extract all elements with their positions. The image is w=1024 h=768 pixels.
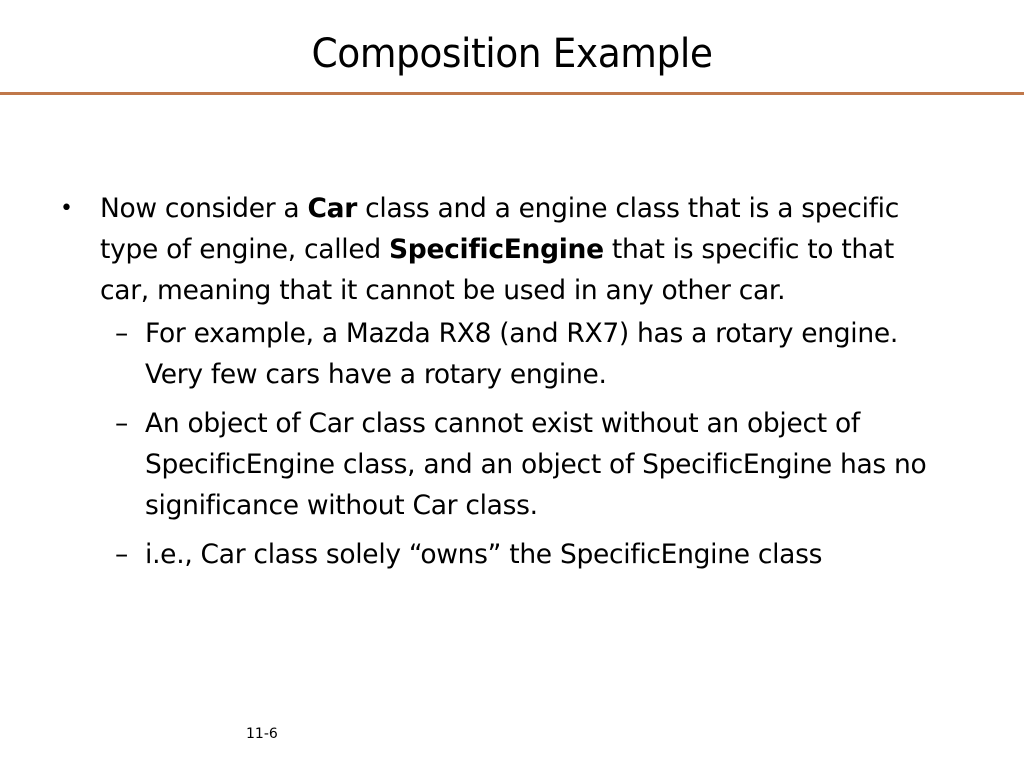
sub-bullet-text: An object of Car class cannot exist without an object of SpecificEngine class, and an object of SpecificEngine has no significance without Car class. [145,408,927,521]
sub-bullet-item [60,403,945,526]
dash-marker: – [115,318,128,349]
bullet-bold-specific-engine: SpecificEngine [389,234,604,265]
title-divider [0,92,1024,95]
bullet-bold-car: Car [307,193,357,224]
sub-bullet-list [60,313,960,575]
bullet-text-2: class and a engine class that is a specific type of engine, called [100,193,900,265]
dash-marker: – [115,408,128,439]
sub-bullet-text: For example, a Mazda RX8 (and RX7) has a rotary engine. Very few cars have a rotary engine. [145,318,898,390]
slide-title: Composition Example [311,31,713,77]
bullet-text-1: Now consider a [100,193,308,224]
page-number: 11-6 [246,726,278,742]
sub-bullet-item [60,534,945,575]
dash-marker: – [115,539,128,570]
sub-bullet-item [60,313,945,395]
bullet-text-3: that is specific to that car, meaning that it cannot be used in any other car. [100,234,894,306]
sub-bullet-text: i.e., Car class solely “owns” the SpecificEngine class [145,539,823,570]
bullet-marker: • [60,196,73,221]
slide-content [60,188,960,583]
main-bullet [60,188,930,311]
